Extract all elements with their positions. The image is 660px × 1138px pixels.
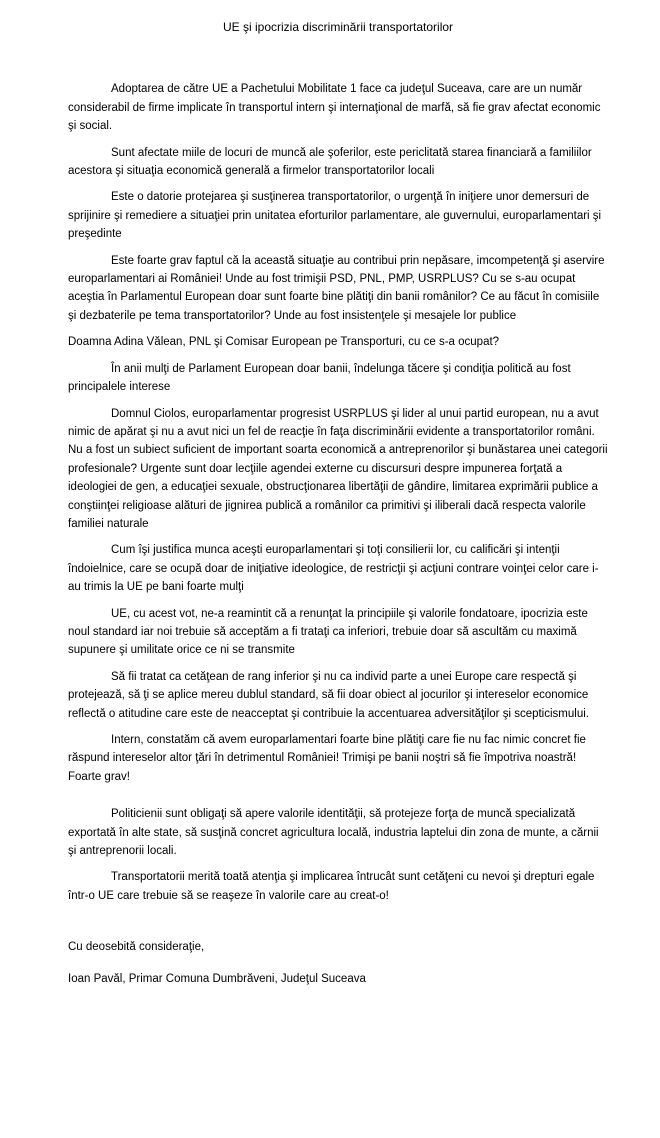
paragraph-adoptarea: Adoptarea de către UE a Pachetului Mobilitate 1 face ca judeţul Suceava, care are un număr considerabil de firme implicate în transportul intern şi internaţional de marfă, să fie grav afectat economic şi social. (68, 83, 601, 133)
paragraph-transportatorii: Transportatorii merită toată atenţia şi implicarea întrucât sunt cetăţeni cu nevoi şi drepturi egale într-o UE care trebuie să se reaşeze în valorile care au creat-o! (68, 871, 595, 902)
paragraph-este-foarte-grav: Este foarte grav faptul că la această situaţie au contribui prin nepăsare, imcompetenţă şi aservire europarlamentari ai României! Unde au fost trimişii PSD, PNL, PMP, USRPLUS? Cu se s-au ocupat aceştia în Parlamentul European doar sunt foarte bine plătiţi din banii românilor? Ce au făcut în comisiile şi dezbaterile pe tema transportatorilor? Unde au fost insistenţele şi mesajele lor publice (68, 254, 605, 322)
paragraph-este-o-datorie: Este o datorie protejarea şi susţinerea transportatorilor, o urgenţă în iniţiere unor demersuri de sprijinire şi remediere a situaţiei prin unitatea eforturilor parlamentare, ale guvernului, europarlamentari şi preşedinte (68, 191, 602, 241)
paragraph-in-anii-multi: În anii mulţi de Parlament European doar banii, îndelunga tăcere şi condiţia politică au fost principalele interese (68, 362, 571, 394)
paragraph-domnul-ciolos: Domnul Ciolos, europarlamentar progresist USRPLUS şi lider al unui partid european, nu a avut nimic de apărat şi nu a avut nici un fel de reacţie în faţa discriminării evidente a transportatorilor români. Nu a fost un subiect suficient de important soarta economică a antreprenorilor şi bunăstarea unei categorii profesionale? Urgente sunt doar lecţiile agendei externe cu discursuri despre impunerea forţată a ideologiei de gen, a educaţiei sexuale, obstrucţionarea libertăţii de gândire, limitarea exprimării publice a conştiinţei religioase alături de jignirea publică a românilor ca primitivi şi iliberali dacă respecta valorile familiei naturale (68, 407, 608, 530)
signature-line: Ioan Pavăl, Primar Comuna Dumbrăveni, Judeţul Suceava (68, 972, 366, 985)
paragraph-intern-constatam: Intern, constatăm că avem europarlamentari foarte bine plătiţi care fie nu fac nimic concret fie răspund intereselor altor ţări în detrimentul României! Trimişi pe banii noştri să fie împotriva noastră! Foarte grav! (68, 734, 586, 783)
paragraph-ue-cu-acest-vot: UE, cu acest vot, ne-a reamintit că a renunţat la principiile şi valorile fondatoare, ipocrizia este noul standard iar noi trebuie să acceptăm a fi trataţi ca inferiori, trebuie doar să ascultăm cu maximă supunere şi umilitate orice ce ni se transmite (68, 607, 588, 657)
paragraph-sa-fii-tratat: Să fii tratat ca cetăţean de rang inferior şi nu ca individ parte a unei Europe care respectă şi protejează, să ţi se aplice mereu dublul standard, să fii doar obiect al jocurilor şi intereselor economice reflectă o atitudine care este de neacceptat şi contribuie la accentuarea adversităţilor şi scepticismului. (68, 670, 589, 720)
paragraph-doamna-valean: Doamna Adina Vălean, PNL şi Comisar European pe Transporturi, cu ce s-a ocupat? (68, 336, 500, 349)
paragraph-cum-isi-justifica: Cum îşi justifica munca aceşti europarlamentari şi toţi consilierii lor, cu calificări şi intenţii îndoielnice, care se ocupă doar de iniţiative ideologice, de restricţii şi acţiuni contrare voinţei celor care i-au trimis la UE pe bani foarte mulţi (68, 544, 599, 594)
paragraph-sunt-afectate: Sunt afectate miile de locuri de muncă ale şoferilor, este periclitată starea financiară a familiilor acestora şi situaţia economică generală a firmelor transportatorilor locali (68, 146, 592, 178)
closing-line: Cu deosebită consideraţie, (68, 941, 205, 954)
paragraph-politicienii: Politicienii sunt obligaţi să apere valorile identităţii, să protejeze forţa de muncă specializată exportată în alte state, să susţină concret agricultura locală, industria laptelui din zona de munte, a cărnii şi antreprenorii locali. (68, 808, 599, 858)
document-title: UE şi ipocrizia discriminării transportatorilor (222, 20, 454, 34)
